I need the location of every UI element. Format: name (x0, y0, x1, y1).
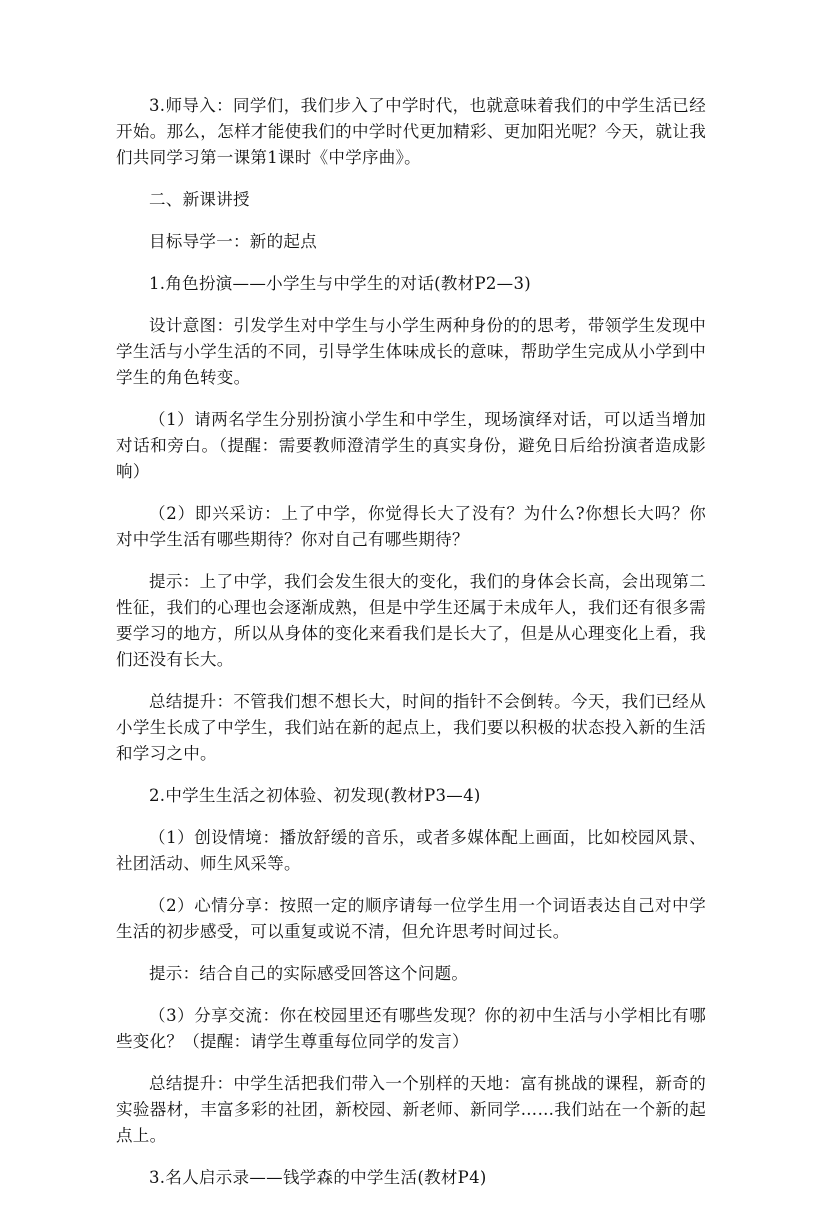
section-heading: 二、新课讲授 (149, 190, 250, 209)
paragraph-hint-2: 提示：结合自己的实际感受回答这个问题。 (149, 964, 469, 983)
paragraph-step-3: （1）创设情境：播放舒缓的音乐，或者多媒体配上画面，比如校园风景、社团活动、师生风采等。 (116, 828, 706, 873)
paragraph-hint-1: 提示：上了中学，我们会发生很大的变化，我们的身体会长高，会出现第二性征，我们的心理也会逐渐成熟，但是中学生还属于未成年人，我们还有很多需要学习的地方，所以从身体的变化来看我们是长大了，但是从心理变化上看，我们还没有长大。 (116, 572, 706, 669)
goal-heading: 目标导学一：新的起点 (149, 232, 317, 251)
paragraph-step-1: （1）请两名学生分别扮演小学生和中学生，现场演绎对话，可以适当增加对话和旁白。（提醒：需要教师澄清学生的真实身份，避免日后给扮演者造成影响） (116, 410, 706, 481)
activity-heading-3: 3.名人启示录——钱学森的中学生活(教材P4) (149, 1168, 487, 1187)
paragraph-design-intent: 设计意图：引发学生对中学生与小学生两种身份的的思考，带领学生发现中学生活与小学生活的不同，引导学生体味成长的意味，帮助学生完成从小学到中学生的角色转变。 (116, 316, 706, 387)
activity-heading-2: 2.中学生生活之初体验、初发现(教材P3—4) (149, 786, 481, 805)
paragraph-intro: 3.师导入：同学们，我们步入了中学时代，也就意味着我们的中学生活已经开始。那么，怎样才能使我们的中学时代更加精彩、更加阳光呢？今天，就让我们共同学习第一课第1课时《中学序曲》。 (116, 96, 706, 167)
paragraph-step-2: （2）即兴采访：上了中学，你觉得长大了没有？为什么?你想长大吗？你对中学生活有哪些期待？你对自己有哪些期待？ (116, 504, 706, 549)
paragraph-step-5: （3）分享交流：你在校园里还有哪些发现？你的初中生活与小学相比有哪些变化？（提醒：请学生尊重每位同学的发言） (116, 1006, 706, 1051)
activity-heading-1: 1.角色扮演——小学生与中学生的对话(教材P2—3) (149, 274, 532, 293)
document-body (116, 93, 706, 1207)
paragraph-step-4: （2）心情分享：按照一定的顺序请每一位学生用一个词语表达自己对中学生活的初步感受，可以重复或说不清，但允许思考时间过长。 (116, 896, 706, 941)
paragraph-summary-1: 总结提升：不管我们想不想长大，时间的指针不会倒转。今天，我们已经从小学生长成了中学生，我们站在新的起点上，我们要以积极的状态投入新的生活和学习之中。 (116, 692, 706, 763)
paragraph-summary-2: 总结提升：中学生活把我们带入一个别样的天地：富有挑战的课程，新奇的实验器材，丰富多彩的社团，新校园、新老师、新同学……我们站在一个新的起点上。 (116, 1074, 706, 1145)
